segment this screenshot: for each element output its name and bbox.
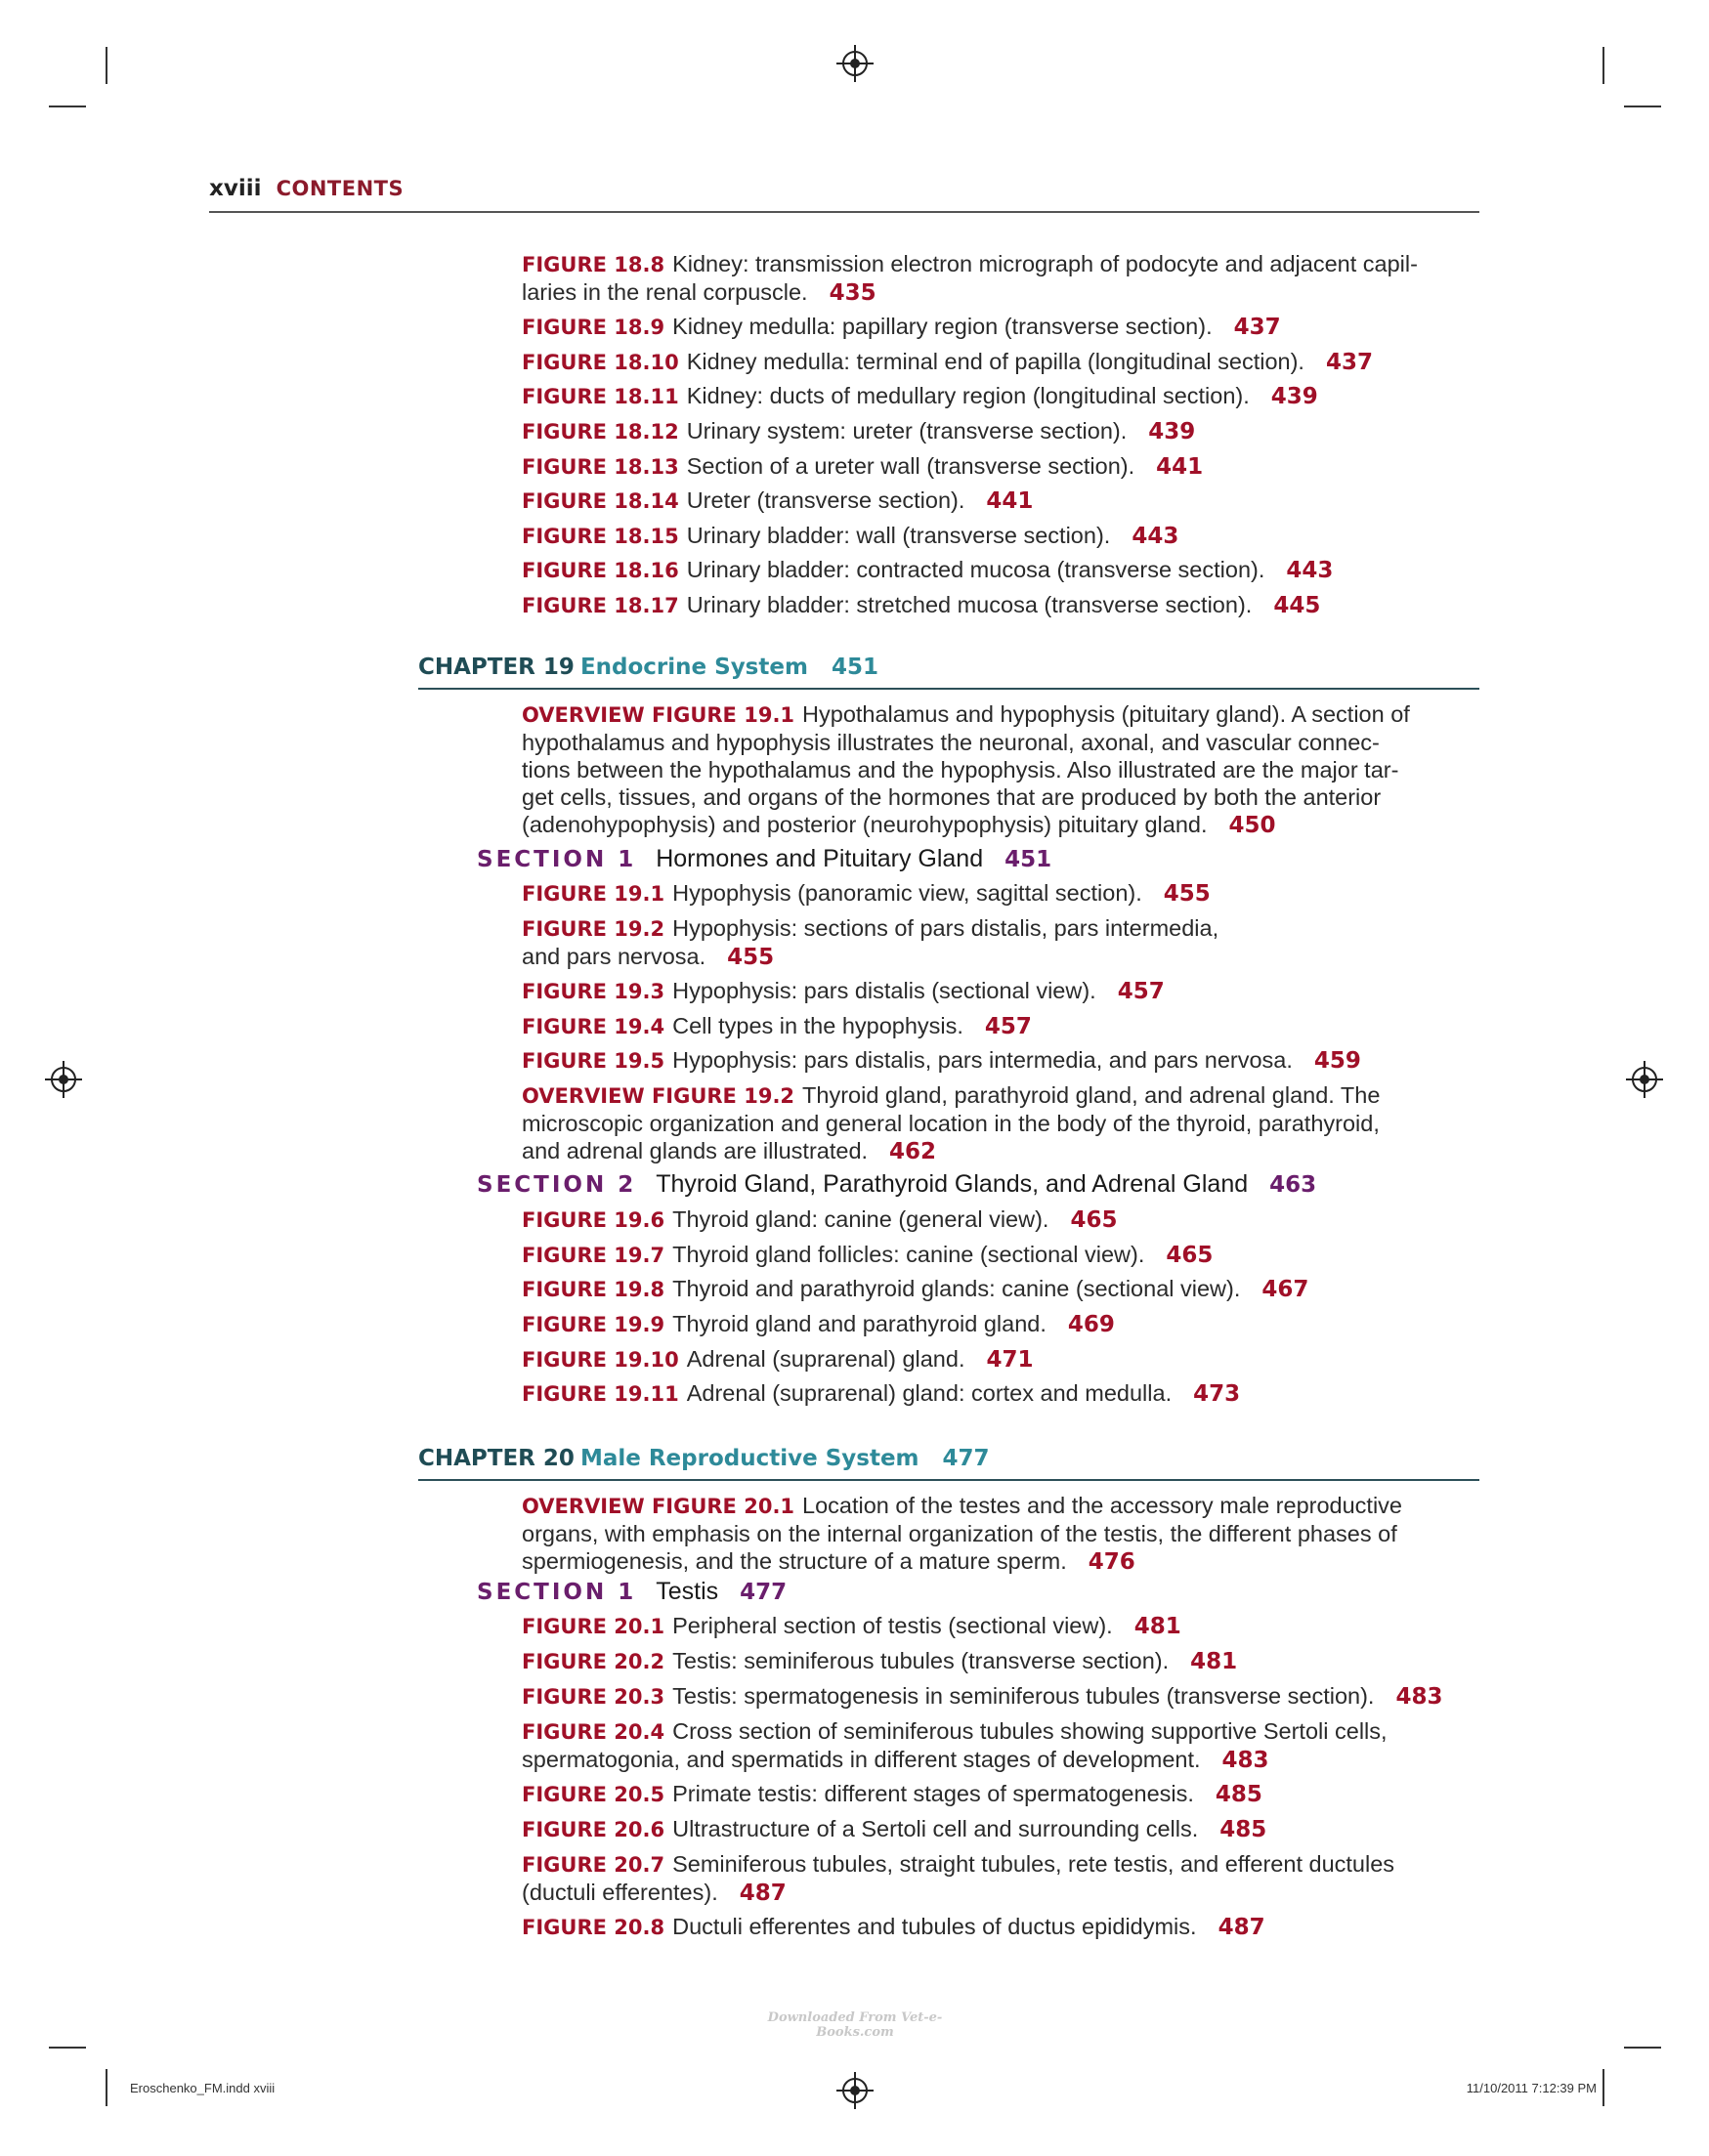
toc-entry <box>522 1850 1479 1907</box>
figure-label: FIGURE 19.3 <box>522 980 665 1003</box>
toc-entry <box>522 382 1479 410</box>
toc-entry <box>522 522 1479 550</box>
section-heading <box>477 844 1051 874</box>
watermark: Downloaded From Vet-e-Books.com <box>767 2010 943 2040</box>
figure-caption: Location of the testes and the accessory male reproductive <box>802 1493 1402 1518</box>
chapter-heading <box>418 655 1479 690</box>
figure-label: FIGURE 20.1 <box>522 1615 665 1638</box>
figure-label: FIGURE 20.5 <box>522 1783 665 1806</box>
figure-caption: tions between the hypothalamus and the hypophysis. Also illustrated are the major tar- <box>522 757 1399 782</box>
figure-label: FIGURE 18.8 <box>522 253 665 276</box>
toc-entry <box>522 1682 1479 1711</box>
figure-caption: spermiogenesis, and the structure of a mature sperm. <box>522 1548 1067 1574</box>
figure-caption: Hypophysis: pars distalis, pars intermedia, and pars nervosa. <box>672 1047 1293 1073</box>
page-ref: 462 <box>889 1139 937 1164</box>
figure-caption: Ultrastructure of a Sertoli cell and surrounding cells. <box>672 1816 1199 1841</box>
section-page: 477 <box>740 1580 788 1605</box>
page-ref: 465 <box>1070 1207 1118 1233</box>
figure-caption: laries in the renal corpuscle. <box>522 279 808 305</box>
toc-entry <box>522 1492 1479 1576</box>
figure-caption: and pars nervosa. <box>522 944 706 969</box>
chapter-label: CHAPTER <box>418 1446 535 1471</box>
figure-label: FIGURE 19.9 <box>522 1313 665 1336</box>
figure-caption: Thyroid gland and parathyroid gland. <box>672 1311 1047 1336</box>
figure-caption: Cell types in the hypophysis. <box>672 1013 963 1038</box>
figure-caption: Kidney medulla: terminal end of papilla (longitudinal section). <box>686 349 1304 374</box>
toc-entry <box>522 700 1479 839</box>
figure-caption: Hypophysis (panoramic view, sagittal section). <box>672 880 1142 906</box>
registration-mark-icon <box>842 2078 868 2103</box>
section-label: SECTION 2 <box>477 1172 637 1198</box>
chapter-label: CHAPTER <box>418 655 535 680</box>
section-page: 463 <box>1269 1172 1317 1198</box>
crop-mark <box>106 47 107 84</box>
toc-entry <box>522 1913 1479 1941</box>
page-ref: 439 <box>1148 419 1196 444</box>
figure-caption: Ductuli efferentes and tubules of ductus epididymis. <box>672 1914 1197 1939</box>
page-ref: 485 <box>1219 1817 1267 1842</box>
figure-caption: Ureter (transverse section). <box>686 487 965 513</box>
page-ref: 455 <box>727 945 775 970</box>
file-slug: Eroschenko_FM.indd xviii <box>130 2081 276 2095</box>
toc-entry <box>522 348 1479 376</box>
page-ref: 445 <box>1273 593 1321 618</box>
toc-entry <box>522 417 1479 445</box>
figure-caption: Hypophysis: sections of pars distalis, pars intermedia, <box>672 915 1219 941</box>
figure-label: FIGURE 19.8 <box>522 1278 665 1301</box>
figure-label: OVERVIEW FIGURE 19.1 <box>522 703 795 727</box>
figure-label: FIGURE 18.15 <box>522 525 679 548</box>
registration-mark-icon <box>1632 1067 1657 1092</box>
figure-label: FIGURE 19.5 <box>522 1049 665 1073</box>
figure-label: FIGURE 19.2 <box>522 917 665 941</box>
figure-label: FIGURE 19.7 <box>522 1244 665 1267</box>
toc-entry <box>522 1205 1479 1234</box>
figure-caption: Thyroid and parathyroid glands: canine (sectional view). <box>672 1276 1241 1301</box>
page-ref: 437 <box>1325 350 1373 375</box>
figure-caption: Seminiferous tubules, straight tubules, rete testis, and efferent ductules <box>672 1851 1395 1877</box>
page-ref: 441 <box>986 488 1034 514</box>
toc-entry <box>522 556 1479 584</box>
toc-entry <box>522 1717 1479 1774</box>
section-label: SECTION 1 <box>477 1580 637 1605</box>
figure-label: FIGURE 18.12 <box>522 420 679 444</box>
page-ref: 487 <box>739 1881 787 1906</box>
page-ref: 459 <box>1313 1048 1361 1074</box>
figure-caption: Primate testis: different stages of spermatogenesis. <box>672 1781 1194 1806</box>
figure-caption: organs, with emphasis on the internal organization of the testis, the different phases of <box>522 1521 1397 1546</box>
toc-entry <box>522 879 1479 908</box>
figure-caption: Kidney: ducts of medullary region (longitudinal section). <box>686 383 1250 408</box>
section-heading <box>477 1577 787 1607</box>
toc-entry <box>522 977 1479 1005</box>
toc-entry <box>522 1081 1479 1165</box>
header-title: CONTENTS <box>276 177 405 200</box>
figure-caption: Kidney: transmission electron micrograph of podocyte and adjacent capil- <box>672 251 1418 276</box>
page-ref: 469 <box>1067 1312 1115 1337</box>
figure-caption: Thyroid gland: canine (general view). <box>672 1206 1049 1232</box>
figure-label: FIGURE 18.10 <box>522 351 679 374</box>
figure-caption: Testis: spermatogenesis in seminiferous tubules (transverse section). <box>672 1683 1375 1709</box>
registration-mark-icon <box>51 1067 76 1092</box>
page-ref: 443 <box>1286 558 1334 583</box>
toc-entry <box>522 250 1479 307</box>
chapter-page: 451 <box>831 655 878 680</box>
page-ref: 439 <box>1270 384 1318 409</box>
figure-label: FIGURE 19.11 <box>522 1382 679 1406</box>
toc-entry <box>522 1345 1479 1374</box>
figure-label: FIGURE 18.11 <box>522 385 679 408</box>
date-slug: 11/10/2011 7:12:39 PM <box>1466 2081 1597 2095</box>
figure-caption: Urinary system: ureter (transverse section). <box>686 418 1128 444</box>
toc-entry <box>522 1815 1479 1843</box>
page-ref: 435 <box>829 280 876 306</box>
figure-caption: Hypophysis: pars distalis (sectional view). <box>672 978 1096 1003</box>
page-ref: 457 <box>1117 979 1165 1004</box>
toc-entry <box>522 313 1479 341</box>
figure-caption: Hypothalamus and hypophysis (pituitary gland). A section of <box>802 701 1410 727</box>
figure-caption: Kidney medulla: papillary region (transverse section). <box>672 314 1213 339</box>
page-ref: 483 <box>1221 1748 1269 1773</box>
section-title: Thyroid Gland, Parathyroid Glands, and Adrenal Gland <box>656 1170 1249 1198</box>
page-ref: 465 <box>1166 1243 1214 1268</box>
chapter-page: 477 <box>942 1446 990 1471</box>
figure-label: FIGURE 18.16 <box>522 559 679 582</box>
section-heading <box>477 1169 1316 1200</box>
page-ref: 455 <box>1163 881 1211 907</box>
crop-mark <box>49 2047 86 2049</box>
page-ref: 467 <box>1261 1277 1309 1302</box>
figure-caption: and adrenal glands are illustrated. <box>522 1138 869 1163</box>
page-ref: 473 <box>1193 1381 1241 1407</box>
figure-caption: Peripheral section of testis (sectional view). <box>672 1613 1113 1638</box>
toc-entry <box>522 591 1479 619</box>
figure-label: FIGURE 20.3 <box>522 1685 665 1709</box>
page-ref: 483 <box>1395 1684 1443 1710</box>
page-ref: 487 <box>1218 1915 1265 1940</box>
chapter-number: 20 <box>542 1446 575 1471</box>
page-ref: 481 <box>1190 1649 1238 1674</box>
page-ref: 450 <box>1228 813 1276 838</box>
page-number: xviii <box>209 176 262 201</box>
page-ref: 441 <box>1156 454 1204 480</box>
figure-label: FIGURE 20.6 <box>522 1818 665 1841</box>
crop-mark <box>1602 47 1604 84</box>
figure-caption: Thyroid gland follicles: canine (sectional view). <box>672 1242 1145 1267</box>
toc-entry <box>522 452 1479 481</box>
figure-label: FIGURE 19.6 <box>522 1208 665 1232</box>
figure-caption: Urinary bladder: wall (transverse section). <box>686 523 1111 548</box>
section-title: Testis <box>656 1578 719 1605</box>
figure-caption: Adrenal (suprarenal) gland: cortex and medulla. <box>686 1380 1173 1406</box>
registration-mark-icon <box>842 51 868 76</box>
toc-entry <box>522 486 1479 515</box>
figure-label: FIGURE 18.14 <box>522 489 679 513</box>
toc-entry <box>522 1241 1479 1269</box>
toc-entry <box>522 1046 1479 1075</box>
figure-label: FIGURE 20.7 <box>522 1853 665 1877</box>
chapter-heading <box>418 1446 1479 1481</box>
figure-caption: (ductuli efferentes). <box>522 1880 718 1905</box>
toc-entry <box>522 1379 1479 1408</box>
figure-label: FIGURE 20.4 <box>522 1720 665 1744</box>
section-label: SECTION 1 <box>477 847 637 872</box>
page-ref: 471 <box>986 1347 1034 1373</box>
crop-mark <box>1602 2069 1604 2106</box>
chapter-title: Male Reproductive System <box>579 1446 919 1471</box>
page-ref: 443 <box>1132 524 1179 549</box>
figure-label: FIGURE 18.17 <box>522 594 679 617</box>
figure-caption: hypothalamus and hypophysis illustrates the neuronal, axonal, and vascular connec- <box>522 730 1380 755</box>
toc-entry <box>522 1275 1479 1303</box>
figure-caption: Adrenal (suprarenal) gland. <box>686 1346 965 1372</box>
toc-entry <box>522 1310 1479 1338</box>
figure-caption: Thyroid gland, parathyroid gland, and adrenal gland. The <box>802 1082 1381 1108</box>
crop-mark <box>1624 106 1661 107</box>
figure-label: FIGURE 18.13 <box>522 455 679 479</box>
figure-caption: (adenohypophysis) and posterior (neurohypophysis) pituitary gland. <box>522 812 1208 837</box>
figure-caption: microscopic organization and general location in the body of the thyroid, parathyroid, <box>522 1111 1380 1136</box>
page-ref: 485 <box>1215 1782 1262 1807</box>
figure-caption: Testis: seminiferous tubules (transverse section). <box>672 1648 1170 1673</box>
figure-label: FIGURE 19.4 <box>522 1015 665 1038</box>
figure-caption: spermatogonia, and spermatids in different stages of development. <box>522 1747 1201 1772</box>
chapter-title: Endocrine System <box>579 655 808 680</box>
toc-entry <box>522 914 1479 971</box>
figure-caption: get cells, tissues, and organs of the hormones that are produced by both the anterior <box>522 784 1382 810</box>
section-title: Hormones and Pituitary Gland <box>656 845 984 872</box>
figure-label: FIGURE 20.8 <box>522 1916 665 1939</box>
figure-caption: Urinary bladder: stretched mucosa (transverse section). <box>686 592 1253 617</box>
section-page: 451 <box>1004 847 1052 872</box>
page-ref: 437 <box>1233 315 1281 340</box>
toc-entry <box>522 1780 1479 1808</box>
toc-entry <box>522 1612 1479 1640</box>
crop-mark <box>1624 2047 1661 2049</box>
chapter-number: 19 <box>542 655 575 680</box>
crop-mark <box>49 106 86 107</box>
page-ref: 457 <box>984 1014 1032 1039</box>
figure-label: FIGURE 20.2 <box>522 1650 665 1673</box>
figure-label: OVERVIEW FIGURE 20.1 <box>522 1495 795 1518</box>
figure-caption: Urinary bladder: contracted mucosa (transverse section). <box>686 557 1265 582</box>
figure-label: FIGURE 19.10 <box>522 1348 679 1372</box>
page-ref: 481 <box>1133 1614 1181 1639</box>
crop-mark <box>106 2069 107 2106</box>
toc-entry <box>522 1647 1479 1675</box>
figure-label: FIGURE 18.9 <box>522 316 665 339</box>
running-header <box>209 176 1479 213</box>
page-ref: 476 <box>1088 1549 1135 1575</box>
toc-entry <box>522 1012 1479 1040</box>
figure-caption: Section of a ureter wall (transverse section). <box>686 453 1135 479</box>
figure-label: OVERVIEW FIGURE 19.2 <box>522 1084 795 1108</box>
figure-label: FIGURE 19.1 <box>522 882 665 906</box>
figure-caption: Cross section of seminiferous tubules showing supportive Sertoli cells, <box>672 1718 1388 1744</box>
